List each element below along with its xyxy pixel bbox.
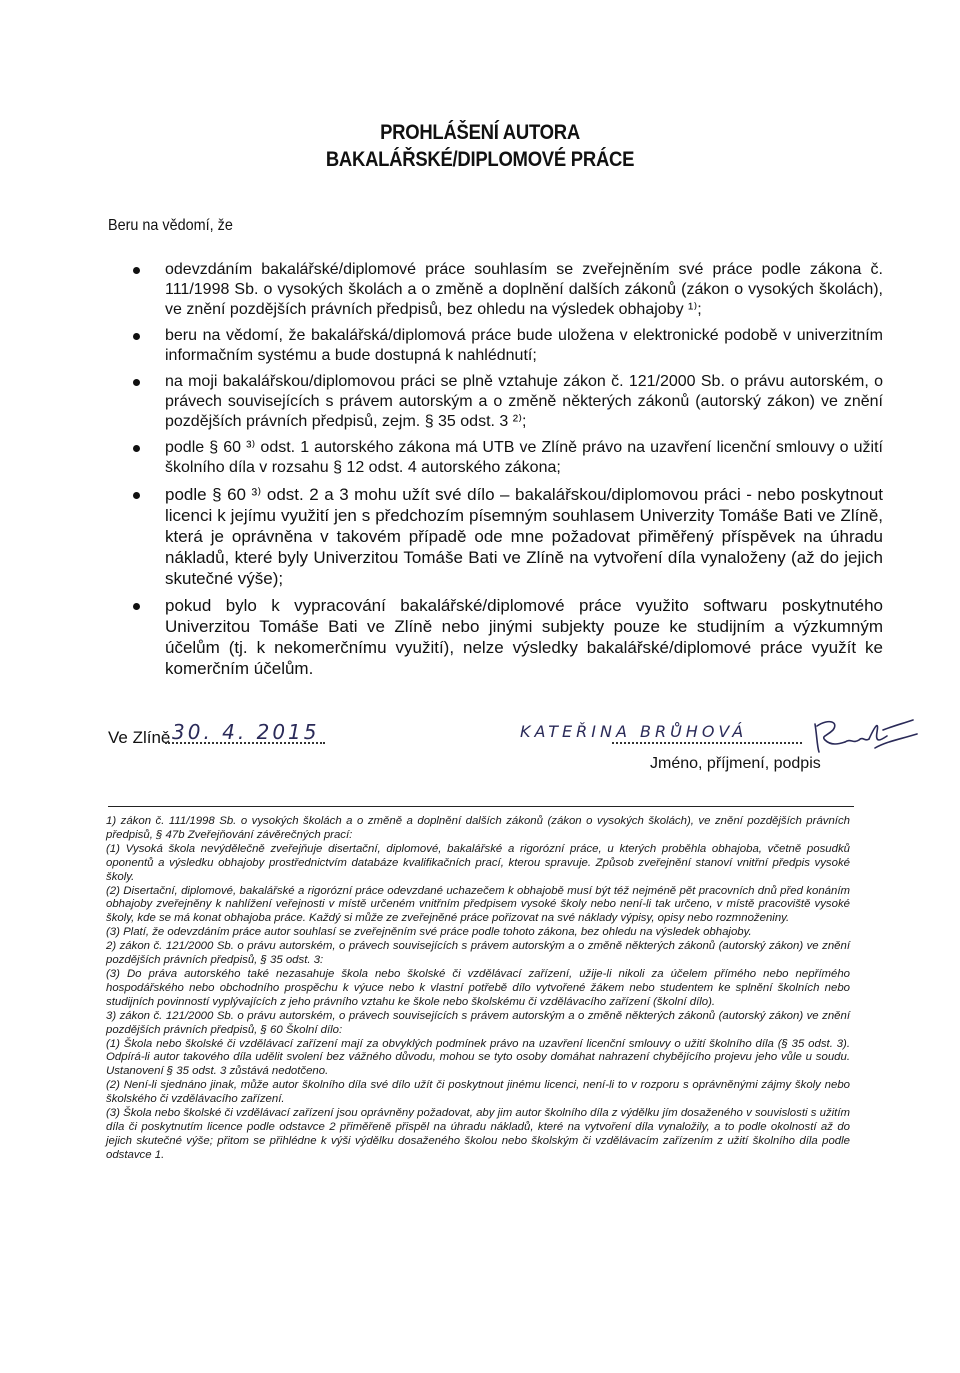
place-line bbox=[108, 728, 170, 748]
footnote-paragraph: (2) Disertační, diplomové, bakalářské a rigorózní práce odevzdané uchazečem k obhajobě musí být též nejméně pět pracovních dnů před konáním obhajoby zveřejněny k nahlížení veřejnosti v místě určeném vnitřním předpisem vysoké školy nebo není-li tak určeno, v místě pracoviště vysoké školy, kde se má konat obhajoba práce. Každý si může ze zveřejněné práce pořizovat na své náklady výpisy, opisy nebo rozmnoženiny. bbox=[106, 884, 850, 925]
list-item-text: podle § 60 ³⁾ odst. 2 a 3 mohu užít své dílo – bakalářskou/diplomovou práci - nebo poskytnout licenci k jejímu využití jen s předchozím písemným souhlasem Univerzity Tomáše Bati ve Zlíně, která je oprávněna v takovém případě ode mne požadovat přiměřený příspěvek na úhradu nákladů, které byly Univerzitou Tomáše Bati ve Zlíně na vytvoření díla vynaloženy (až do jejich skutečné výše); bbox=[165, 485, 883, 588]
list-item bbox=[123, 438, 883, 478]
footnote-paragraph: 3) zákon č. 121/2000 Sb. o právu autorském, o právech souvisejících s právem autorským a o změně některých zákonů (autorský zákon) ve znění pozdějších právních předpisů, § 60 Školní dílo: bbox=[106, 1009, 850, 1036]
footnote-paragraph: (3) Platí, že odevzdáním práce autor souhlasí se zveřejněním své práce podle tohoto zákona, bez ohledu na výsledek obhajoby. bbox=[106, 926, 752, 939]
footnote-paragraph: 1) zákon č. 111/1998 Sb. o vysokých školách a o změně a doplnění dalších zákonů (zákon o vysokých školách), ve znění pozdějších právních předpisů, § 47b Zveřejňování závěrečných prací: bbox=[106, 815, 850, 841]
handwritten-name: KATEŘINA BRŮHOVÁ bbox=[520, 722, 748, 741]
list-item-text: podle § 60 ³⁾ odst. 1 autorského zákona má UTB ve Zlíně právo na uzavření licenční smlouvy o užití školního díla v rozsahu § 12 odst. 4 autorského zákona; bbox=[165, 439, 883, 476]
handwritten-date: 30. 4. 2015 bbox=[172, 720, 320, 744]
footnote-paragraph: (2) Není-li sjednáno jinak, může autor školního díla své dílo užít či poskytnout jinému licenci, není-li to v rozporu s oprávněnými zájmy školy nebo školského či vzdělávacího zařízení. bbox=[106, 1079, 850, 1106]
declaration-list bbox=[123, 260, 883, 685]
bullet-icon bbox=[133, 333, 140, 340]
bullet-icon bbox=[133, 379, 140, 386]
list-item-text: odevzdáním bakalářské/diplomové práce souhlasím se zveřejněním své práce podle zákona č. 111/1998 Sb. o vysokých školách a o změně a doplnění dalších zákonů (zákon o vysokých školách), ve znění pozdějších právních předpisů, bez ohledu na výsledek obhajoby ¹⁾; bbox=[165, 261, 883, 318]
bullet-icon bbox=[133, 267, 140, 274]
intro-text: Beru na vědomí, že bbox=[108, 217, 233, 234]
list-item bbox=[123, 326, 883, 366]
list-item bbox=[123, 484, 883, 589]
bullet-icon bbox=[133, 603, 140, 610]
signature-icon bbox=[805, 712, 920, 767]
footnote-paragraph: 2) zákon č. 121/2000 Sb. o právu autorském, o právech souvisejících s právem autorským a o změně některých zákonů (autorský zákon) ve znění pozdějších právních předpisů, § 35 odst. 3: bbox=[106, 940, 850, 967]
place-label: Ve Zlíně bbox=[108, 728, 171, 747]
footnote-paragraph: (1) Škola nebo školské či vzdělávací zařízení mají za obvyklých podmínek právo na uzavření licenční smlouvy o užití školního díla (§ 35 odst. 3). Odpírá-li autor takového díla udělit svolení bez vážného důvodu, mohou se tyto osoby domáhat nahrazení chybějícího projevu jeho vůle u soudu. Ustanovení § 35 odst. 3 zůstává nedotčeno. bbox=[106, 1037, 850, 1078]
footnote-paragraph: (1) Vysoká škola nevýdělečně zveřejňuje disertační, diplomové, bakalářské a rigorózní práce, u kterých proběhla obhajoba, včetně posudků oponentů a výsledku obhajoby prostřednictvím databáze kvalifikačních prací, kterou spravuje. Způsob zveřejnění stanoví vnitřní předpis vysoké školy. bbox=[106, 842, 850, 883]
title-line-2: BAKALÁŘSKÉ/DIPLOMOVÉ PRÁCE bbox=[325, 148, 635, 171]
footnote-paragraph: (3) Škola nebo školské či vzdělávací zařízení jsou oprávněny požadovat, aby jim autor školního díla z výdělku jím dosaženého v souvislosti s užitím díla či poskytnutím licence podle odstavce 2 přiměřeně přispěl na úhradu nákladů, které na vytvoření díla vynaložily, a to podle okolností až do jejich skutečné výše; přitom se přihlédne k výši výdělku dosaženého školou nebo školským či vzdělávacím zařízením z užití školního díla podle odstavce 1. bbox=[106, 1107, 850, 1161]
list-item-text: pokud bylo k vypracování bakalářské/diplomové práce využito softwaru poskytnutého Univerzitou Tomáše Bati ve Zlíně nebo jinými subjekty pouze ke studijním a výzkumným účelům (tj. k nekomerčnímu využití), nelze výsledky bakalářské/diplomové práce využít ke komerčním účelům. bbox=[165, 596, 883, 678]
bullet-icon bbox=[133, 492, 140, 499]
footnotes bbox=[106, 815, 850, 1163]
bullet-icon bbox=[133, 445, 140, 452]
footnote-paragraph: (3) Do práva autorského také nezasahuje škola nebo školské či vzdělávací zařízení, užije-li nikoli za účelem přímého nebo nepřímého hospodářského nebo obchodního prospěchu k výuce nebo k vlastní potřebě dílo vytvořené žákem nebo studentem ke splnění školních nebo studijních povinností vyplývajících z jeho právního vztahu ke škole nebo školskému či vzdělávacího zařízení (školní dílo). bbox=[106, 967, 850, 1008]
title-line-1: PROHLÁŠENÍ AUTORA bbox=[380, 121, 580, 144]
list-item bbox=[123, 260, 883, 320]
list-item-text: beru na vědomí, že bakalářská/diplomová práce bude uložena v elektronické podobě v univerzitním informačním systému a bude dostupná k nahlédnutí; bbox=[165, 327, 883, 364]
list-item bbox=[123, 595, 883, 679]
name-dotted-line bbox=[612, 742, 802, 744]
list-item bbox=[123, 372, 883, 432]
list-item-text: na moji bakalářskou/diplomovou práci se plně vztahuje zákon č. 121/2000 Sb. o právu autorském, o právech souvisejících s právem autorským a o změně některých zákonů (autorský zákon) ve znění pozdějších právních předpisů, zejm. § 35 odst. 3 ²⁾; bbox=[165, 373, 883, 430]
footnote-divider bbox=[108, 806, 854, 807]
signature-caption: Jméno, příjmení, podpis bbox=[650, 755, 821, 772]
